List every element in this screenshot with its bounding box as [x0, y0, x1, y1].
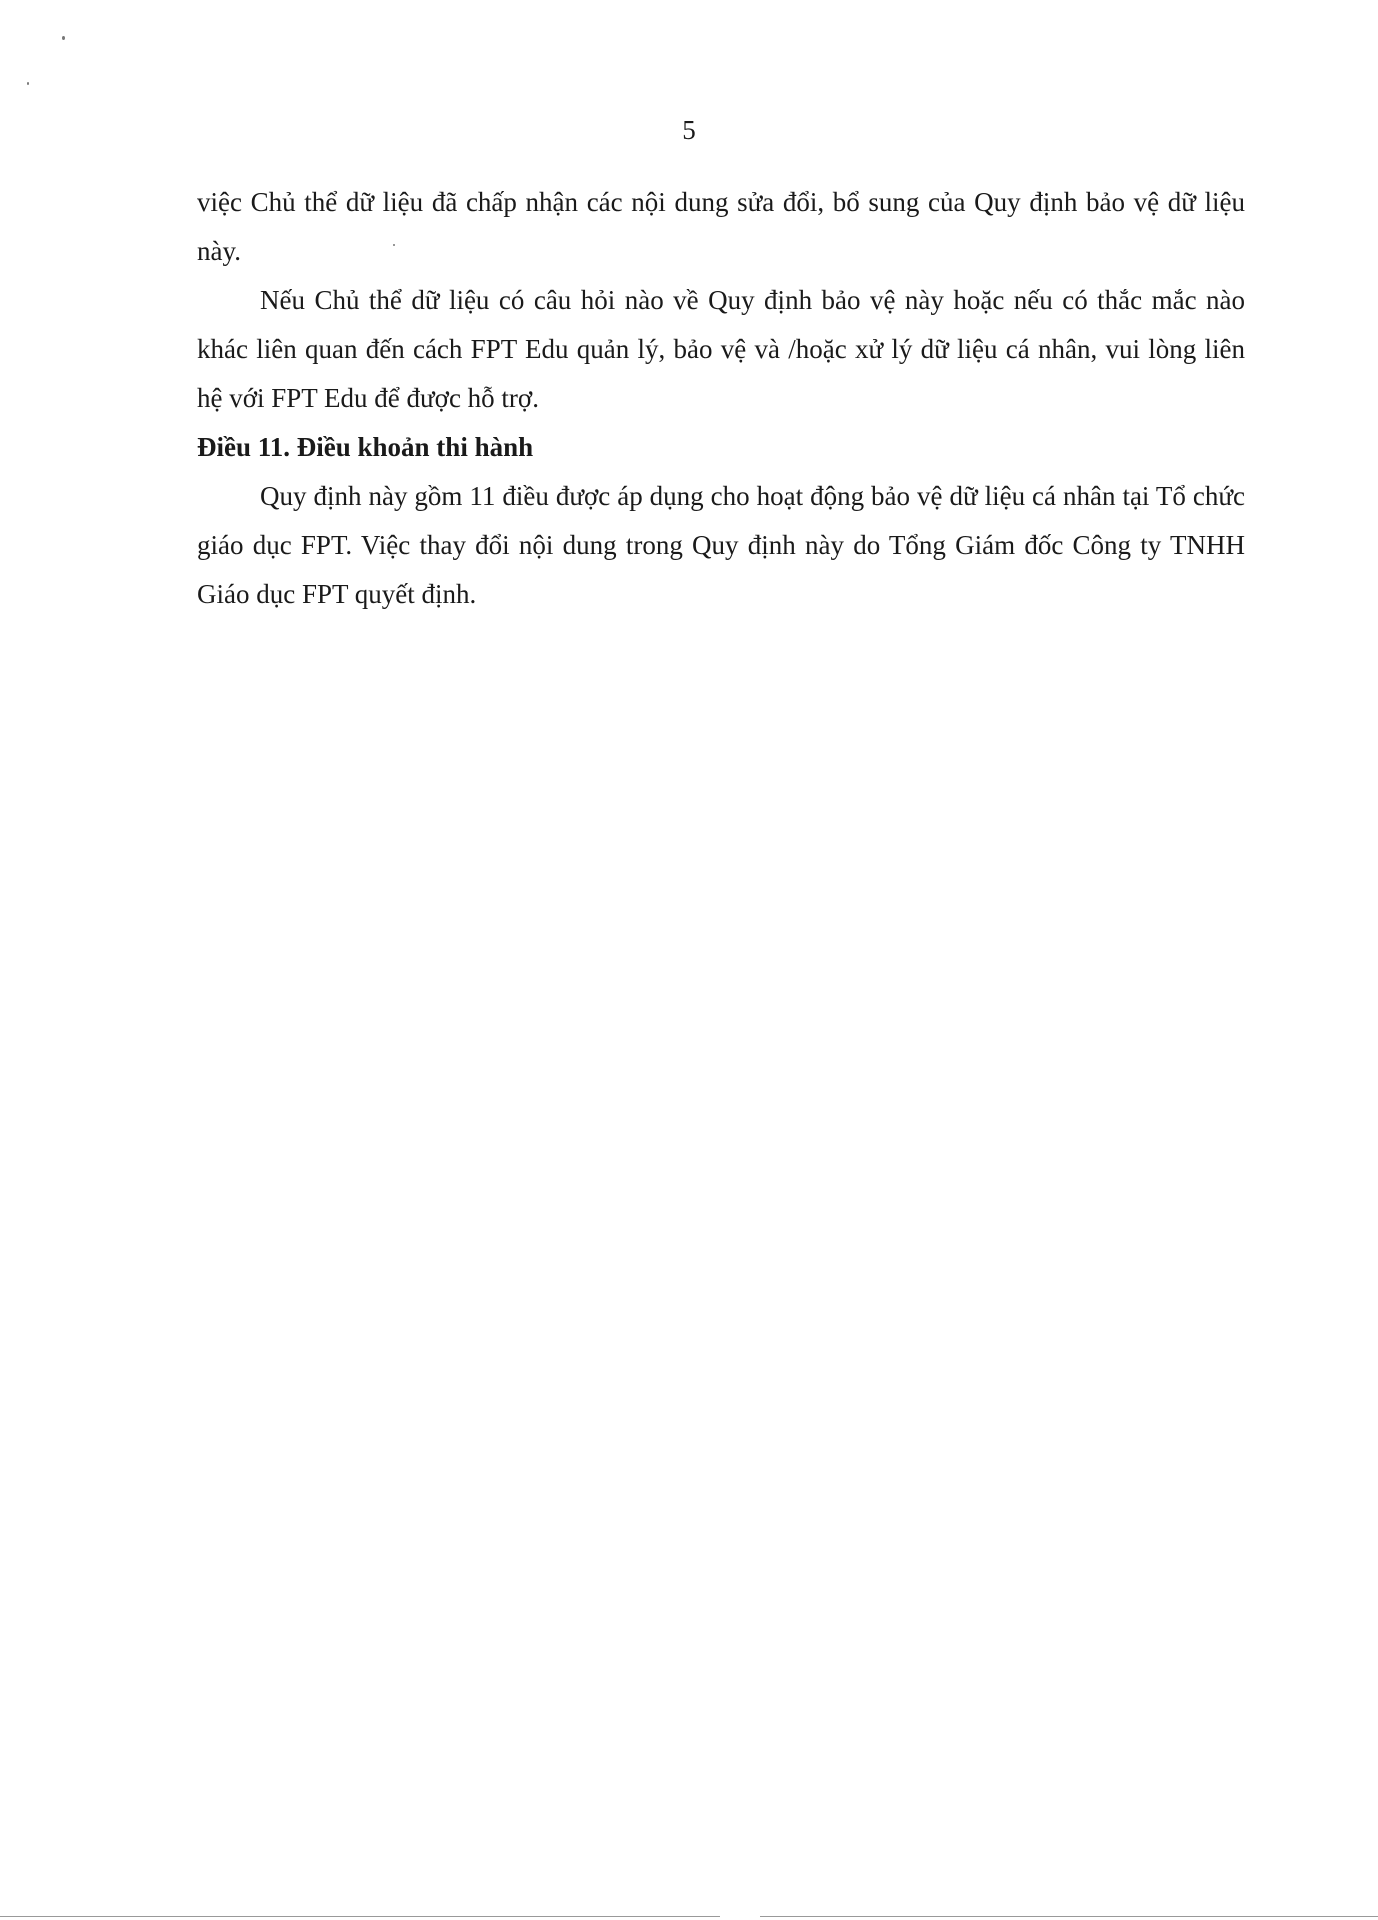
- scan-speck: [62, 36, 65, 40]
- document-body: [197, 178, 1245, 619]
- paragraph-continuation: việc Chủ thể dữ liệu đã chấp nhận các nội dung sửa đổi, bổ sung của Quy định bảo vệ dữ liệu này.: [197, 187, 1245, 266]
- article-11-heading: Điều 11. Điều khoản thi hành: [197, 432, 534, 462]
- paragraph-contact: Nếu Chủ thể dữ liệu có câu hỏi nào về Quy định bảo vệ này hoặc nếu có thắc mắc nào khác liên quan đến cách FPT Edu quản lý, bảo vệ và /hoặc xử lý dữ liệu cá nhân, vui lòng liên hệ với FPT Edu để được hỗ trợ.: [197, 285, 1245, 413]
- page-number: 5: [682, 115, 696, 145]
- scan-edge-line: [760, 1916, 1378, 1917]
- scan-speck: [27, 82, 29, 85]
- article-11-body: Quy định này gồm 11 điều được áp dụng cho hoạt động bảo vệ dữ liệu cá nhân tại Tổ chức giáo dục FPT. Việc thay đổi nội dung trong Quy định này do Tổng Giám đốc Công ty TNHH Giáo dục FPT quyết định.: [197, 481, 1245, 609]
- scan-edge-line: [0, 1916, 720, 1917]
